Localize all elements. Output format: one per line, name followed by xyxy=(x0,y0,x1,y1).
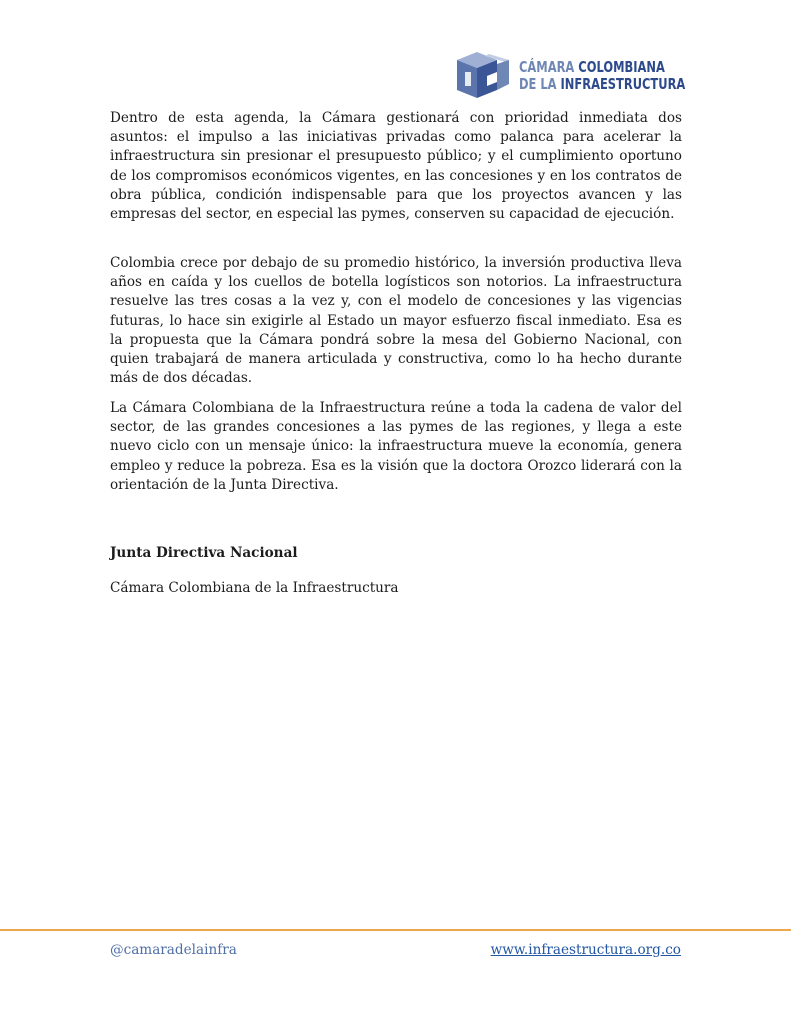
logo-word-infraestructura: INFRAESTRUCTURA xyxy=(560,75,686,93)
body-paragraph-2: Colombia crece por debajo de su promedio histórico, la inversión productiva lleva años en caída y los cuellos de botella logísticos son notorios. La infraestructura resuelve las tres cosas a la vez y, con el modelo de concesiones y las vigencias futuras, lo hace sin exigirle al Estado un mayor esfuerzo fiscal inmediato. Esa es la propuesta que la Cámara pondrá sobre la mesa del Gobierno Nacional, con quien trabajará de manera articulada y constructiva, como lo ha hecho durante más de dos décadas. xyxy=(110,255,682,387)
footer-social-handle[interactable]: @camaradelainfra xyxy=(110,942,237,958)
logo-wordmark xyxy=(519,59,685,93)
footer-divider xyxy=(0,929,791,931)
footer-website-link[interactable]: www.infraestructura.org.co xyxy=(490,942,681,958)
logo-word-camara: CÁMARA xyxy=(519,58,579,76)
signature-organization: Cámara Colombiana de la Infraestructura xyxy=(110,580,399,596)
header-logo xyxy=(455,50,744,102)
ccinfra-cube-logo-icon xyxy=(455,50,511,102)
signature-title: Junta Directiva Nacional xyxy=(110,545,298,561)
body-paragraph-1: Dentro de esta agenda, la Cámara gestionará con prioridad inmediata dos asuntos: el impulso a las iniciativas privadas como palanca para acelerar la infraestructura sin presionar el presupuesto público; y el cumplimiento oportuno de los compromisos económicos vigentes, en las concesiones y en los contratos de obra pública, condición indispensable para que los proyectos avancen y las empresas del sector, en especial las pymes, conserven su capacidad de ejecución. xyxy=(110,110,682,223)
logo-word-dela: DE LA xyxy=(519,75,561,93)
logo-word-colombiana: COLOMBIANA xyxy=(578,58,665,76)
body-paragraph-3: La Cámara Colombiana de la Infraestructura reúne a toda la cadena de valor del sector, de las grandes concesiones a las pymes de las regiones, y llega a este nuevo ciclo con un mensaje único: la infraestructura mueve la economía, genera empleo y reduce la pobreza. Esa es la visión que la doctora Orozco liderará con la orientación de la Junta Directiva. xyxy=(110,400,682,493)
